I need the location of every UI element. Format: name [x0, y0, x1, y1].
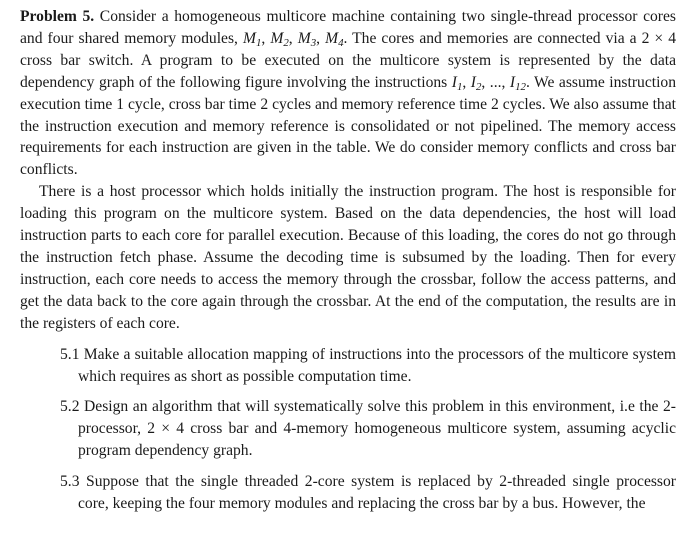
problem-document: [20, 6, 676, 515]
subquestion-number: 5.1: [60, 345, 80, 363]
memory-symbol-4: $M_4$: [325, 29, 344, 49]
memory-symbol-3: $M_3$: [297, 29, 317, 49]
problem-intro-paragraph: Problem 5. Consider a homogeneous multicore machine containing two single-thread processor cores and four shared memory modules, $M_1$, $M_2$, $M_3$, $M_4$. The cores and memories are connected via a 2 × 4 cross bar switch. A program to be executed on the multicore system is represented by the data dependency graph of the following figure involving the instructions $I_1$, $I_2$, ..., $I_{12}$. We assume instruction execution time 1 cycle, cross bar time 2 cycles and memory reference time 2 cycles. We also assume that the instruction execution and memory reference is consolidated or not pipelined. The memory access requirements for each instruction are given in the table. We do consider memory conflicts and cross bar conflicts.: [20, 8, 677, 179]
subquestion-number: 5.3: [60, 473, 80, 491]
memory-symbol-1: $M_1$: [242, 29, 262, 49]
subquestion-text: Make a suitable allocation mapping of instructions into the processors of the multicore system which requires as short as possible computation time.: [78, 345, 676, 385]
subquestion-text: Suppose that the single threaded 2-core system is replaced by 2-threaded single processor core, keeping the four memory modules and replacing the cross bar by a bus. However, the: [78, 473, 676, 513]
subquestion-5-1: [20, 344, 676, 388]
memory-symbol-2: $M_2$: [270, 29, 289, 49]
problem-label: Problem 5.: [20, 8, 95, 25]
instruction-symbol-12: $I_{12}$: [509, 73, 526, 93]
subquestion-number: 5.2: [60, 398, 80, 416]
host-processor-paragraph: There is a host processor which holds initially the instruction program. The host is responsible for loading this program on the multicore system. Based on the data dependencies, the host will load instruction parts to each core for parallel execution. Because of this loading, the cores do not go through the instruction fetch phase. Assume the decoding time is subsumed by the loading. Then for every instruction, each core needs to access the memory through the crossbar, follow the access patterns, and get the data back to the core again through the crossbar. At the end of the computation, the results are in the registers of each core.: [20, 183, 676, 332]
subquestion-5-3: [20, 471, 676, 515]
subquestion-5-2: [20, 396, 676, 462]
subquestion-text: Design an algorithm that will systematically solve this problem in this environment, i.e the 2-processor, 2 × 4 cross bar and 4-memory homogeneous multicore system, assuming acyclic program dependency graph.: [78, 398, 676, 460]
intro-text-part-b: . The cores and memories are connected via a 2 × 4 cross bar switch. A program to be executed on the multicore system is represented by the data dependency graph of the following figure involving the instructions: [20, 29, 677, 91]
intro-text-part-a: Consider a homogeneous multicore machine containing two single-thread processor cores and four shared memory modules,: [20, 8, 676, 47]
instruction-symbol-1: $I_1$: [451, 73, 463, 93]
instruction-symbol-2: $I_2$: [470, 73, 482, 93]
intro-text-part-c: . We assume instruction execution time 1 cycle, cross bar time 2 cycles and memory reference time 2 cycles. We also assume that the instruction execution and memory reference is consolidated or not pipelined. The memory access requirements for each instruction are given in the table. We do consider memory conflicts and cross bar conflicts.: [20, 73, 676, 179]
